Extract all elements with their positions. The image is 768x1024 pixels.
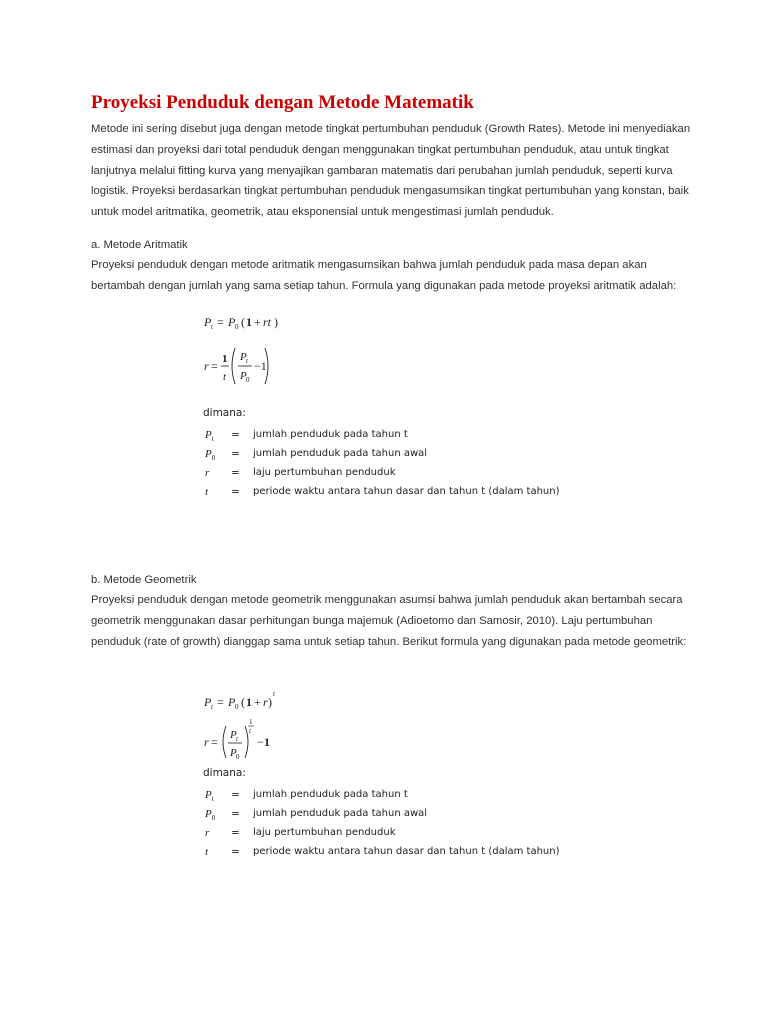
definition-equals: = bbox=[231, 808, 240, 820]
svg-text:P: P bbox=[240, 370, 247, 382]
svg-text:P: P bbox=[240, 351, 247, 363]
definition-equals: = bbox=[231, 429, 240, 441]
svg-text:=: = bbox=[211, 359, 218, 373]
svg-text:1: 1 bbox=[222, 353, 228, 365]
definition-symbol: r bbox=[205, 827, 210, 839]
aritmatik-dimana-label: dimana: bbox=[203, 407, 246, 419]
section-heading-aritmatik: a. Metode Aritmatik bbox=[91, 239, 188, 251]
geometrik-dimana-label: dimana: bbox=[203, 767, 246, 779]
definition-equals: = bbox=[231, 467, 240, 479]
svg-text:−: − bbox=[257, 735, 264, 749]
page-title: Proyeksi Penduduk dengan Metode Matematik bbox=[91, 92, 474, 113]
svg-text:−1: −1 bbox=[254, 359, 267, 373]
definition-description: jumlah penduduk pada tahun t bbox=[253, 789, 408, 800]
aritmatik-paragraph: Proyeksi penduduk dengan metode aritmatik mengasumsikan bahwa jumlah penduduk pada masa depan akan bertambah dengan jumlah yang sama setiap tahun. Formula yang digunakan pada metode proyeksi aritmatik adalah: bbox=[91, 259, 677, 292]
svg-text:P: P bbox=[204, 695, 212, 709]
definition-description: laju pertumbuhan penduduk bbox=[253, 827, 396, 838]
svg-text:t: t bbox=[249, 727, 251, 735]
svg-text:=: = bbox=[217, 695, 224, 709]
definition-description: periode waktu antara tahun dasar dan tahun t (dalam tahun) bbox=[253, 486, 560, 497]
svg-text:r: r bbox=[263, 695, 268, 709]
svg-text:): ) bbox=[274, 315, 278, 329]
svg-text:P: P bbox=[228, 695, 236, 709]
svg-text:t: t bbox=[211, 323, 213, 331]
svg-text:0: 0 bbox=[235, 323, 239, 331]
svg-text:0: 0 bbox=[235, 703, 239, 711]
svg-text:(: ( bbox=[241, 695, 245, 709]
definition-symbol: t bbox=[205, 486, 209, 498]
definition-equals: = bbox=[231, 827, 240, 839]
definition-equals: = bbox=[231, 448, 240, 460]
svg-text:+: + bbox=[254, 315, 261, 329]
svg-text:1: 1 bbox=[264, 735, 270, 749]
svg-text:1: 1 bbox=[246, 315, 252, 329]
aritmatik-formula bbox=[200, 308, 320, 395]
svg-text:1: 1 bbox=[246, 695, 252, 709]
svg-text:=: = bbox=[211, 735, 218, 749]
definition-description: laju pertumbuhan penduduk bbox=[253, 467, 396, 478]
definition-symbol: $P_0$ bbox=[205, 448, 216, 463]
geometrik-paragraph: Proyeksi penduduk dengan metode geometrik menggunakan asumsi bahwa jumlah penduduk akan bertambah secara geometrik menggunakan dasar perhitungan bunga majemuk (Adioetomo dan Samosir, 2010). Laju pertumbuhan penduduk (rate of growth) dianggap sama untuk setiap tahun. Berikut formula yang digunakan pada metode geometrik: bbox=[91, 594, 687, 648]
definition-equals: = bbox=[231, 486, 240, 498]
definition-symbol: $P_0$ bbox=[205, 808, 216, 823]
definition-description: periode waktu antara tahun dasar dan tahun t (dalam tahun) bbox=[253, 846, 560, 857]
svg-text:t: t bbox=[236, 735, 238, 743]
svg-text:0: 0 bbox=[236, 753, 240, 761]
svg-text:(: ( bbox=[241, 315, 245, 329]
definition-symbol: t bbox=[205, 846, 209, 858]
svg-text:t: t bbox=[223, 371, 227, 383]
definition-equals: = bbox=[231, 789, 240, 801]
intro-paragraph: Metode ini sering disebut juga dengan metode tingkat pertumbuhan penduduk (Growth Rates). Metode ini menyediakan estimasi dan proyeksi dari total penduduk dengan menggunakan tingkat pertumbuhan penduduk, atau untuk tingkat lanjutnya melalui fitting kurva yang menyajikan gambaran matematis dari perubahan jumlah penduduk, seperti kurva logistik. Proyeksi berdasarkan tingkat pertumbuhan penduduk mengasumsikan tingkat pertumbuhan yang konstan, baik untuk model aritmatika, geometrik, atau eksponensial untuk mengestimasi jumlah penduduk. bbox=[91, 123, 691, 219]
svg-text:1: 1 bbox=[249, 718, 253, 726]
svg-text:t: t bbox=[211, 703, 213, 711]
definition-description: jumlah penduduk pada tahun awal bbox=[253, 808, 428, 819]
definition-description: jumlah penduduk pada tahun awal bbox=[253, 448, 428, 459]
svg-text:): ) bbox=[268, 695, 272, 709]
definition-description: jumlah penduduk pada tahun t bbox=[253, 429, 408, 440]
svg-text:r: r bbox=[204, 735, 209, 749]
svg-text:P: P bbox=[230, 747, 237, 759]
svg-text:P: P bbox=[228, 315, 236, 329]
svg-text:r: r bbox=[204, 359, 209, 373]
svg-text:P: P bbox=[230, 729, 237, 741]
section-heading-geometrik: b. Metode Geometrik bbox=[91, 574, 197, 586]
svg-text:P: P bbox=[204, 315, 212, 329]
svg-text:t: t bbox=[273, 690, 275, 698]
definition-symbol: $P_t$ bbox=[205, 789, 214, 804]
svg-text:0: 0 bbox=[246, 376, 250, 384]
svg-text:=: = bbox=[217, 315, 224, 329]
definition-symbol: $P_t$ bbox=[205, 429, 214, 444]
svg-text:+: + bbox=[254, 695, 261, 709]
definition-symbol: r bbox=[205, 467, 210, 479]
geometrik-formula bbox=[200, 684, 320, 771]
definition-equals: = bbox=[231, 846, 240, 858]
svg-text:t: t bbox=[246, 357, 248, 365]
svg-text:rt: rt bbox=[263, 315, 272, 329]
